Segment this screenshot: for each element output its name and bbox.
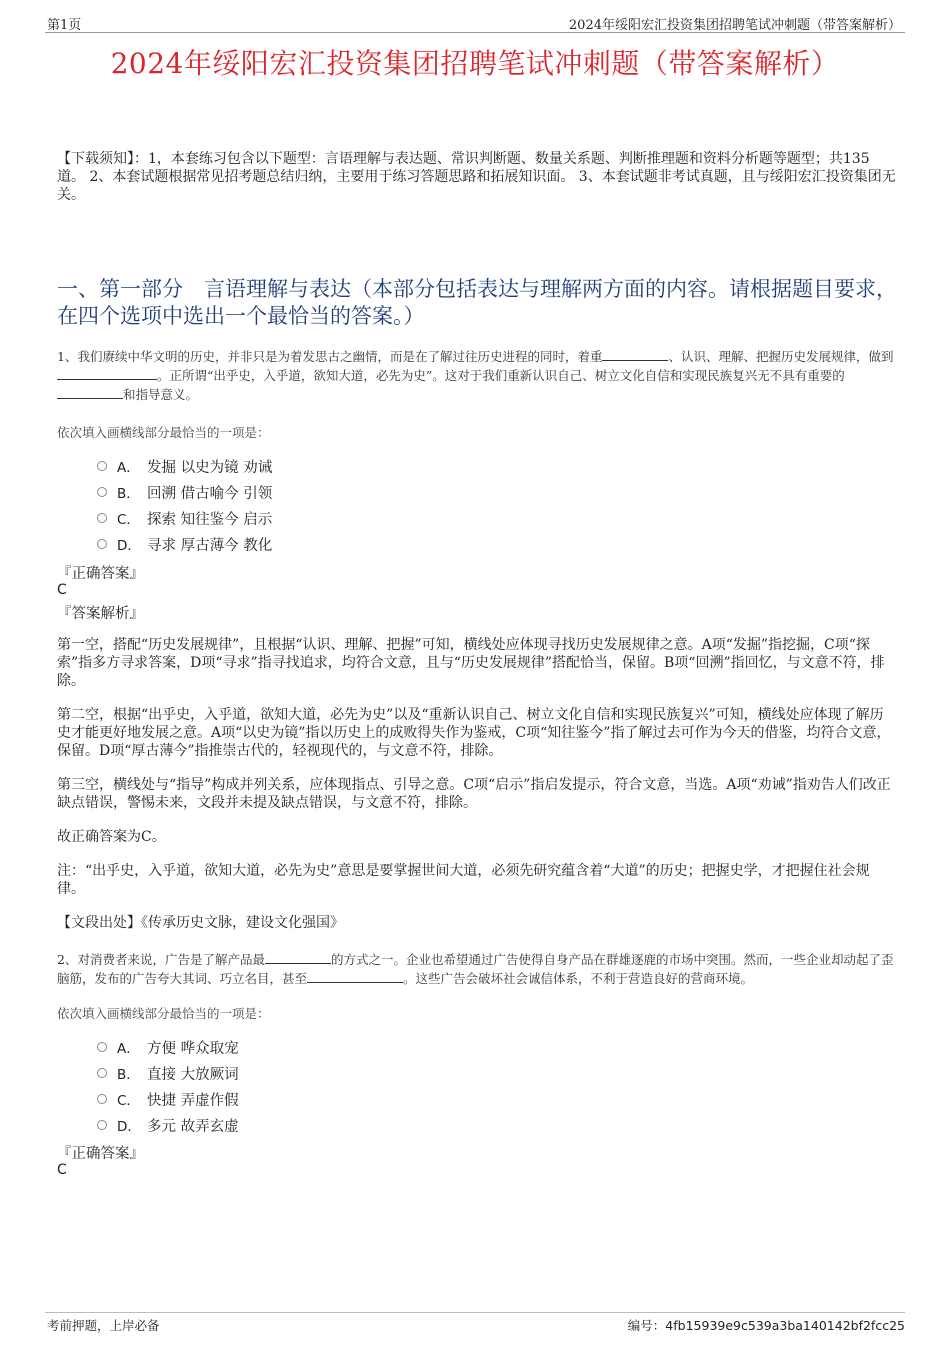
correct-answer: C (57, 582, 67, 598)
question-1-hint: 依次填入画横线部分最恰当的一项是： (57, 425, 270, 440)
analysis-label: 『答案解析』 (57, 606, 144, 622)
analysis-note: 注：“出乎史，入乎道，欲知大道，必先为史”意思是要掌握世间大道，必须先研究蕴含着“大道”的历史；把握史学，才把握住社会规律。 (57, 863, 870, 897)
radio-icon[interactable] (97, 487, 107, 497)
radio-icon[interactable] (97, 1042, 107, 1052)
header-doc-title: 2024年绥阳宏汇投资集团招聘笔试冲刺题（带答案解析） (568, 18, 901, 33)
analysis-paragraph: 第三空，横线处与“指导”构成并列关系，应体现指点、引导之意。C项“启示”指启发提示，符合文意，当选。A项“劝诫”指劝告人们改正缺点错误，警惕未来，文段并未提及缺点错误，与文意不符，排除。 (57, 777, 891, 811)
answer-blank (307, 970, 403, 983)
answer-blank (57, 367, 157, 380)
correct-answer: C (57, 1162, 67, 1178)
question-2-text: 2、对消费者来说，广告是了解产品最 的方式之一。企业也希望通过广告使得自身产品在群雄逐鹿的市场中突围。然而，一些企业却动起了歪脑筋，发布的广告夸大其词、巧立名目，甚至 。这些广告会破坏社会诚信体系，不利于营造良好的营商环境。 (57, 952, 894, 986)
radio-icon[interactable] (97, 1120, 107, 1130)
analysis-conclusion: 故正确答案为C。 (57, 829, 166, 845)
option-b[interactable]: B． 回溯 借古喻今 引领 (97, 479, 272, 505)
option-a[interactable]: A． 发掘 以史为镜 劝诫 (97, 453, 272, 479)
page-header (45, 12, 905, 33)
answer-blank (265, 951, 331, 964)
analysis-paragraph: 第二空，根据“出乎史，入乎道，欲知大道，必先为史”以及“重新认识自己、树立文化自信和实现民族复兴”可知，横线处应体现了解历史才能更好地发展之意。A项“以史为镜”指以历史上的成败得失作为鉴戒，C项“知往鉴今”指了解过去可作为今天的借鉴，均符合文意，保留。D项“厚古薄今”指推崇古代的，轻视现代的，与文意不符，排除。 (57, 707, 891, 759)
option-c[interactable]: C． 探索 知往鉴今 启示 (97, 505, 272, 531)
option-a[interactable]: A． 方便 哗众取宠 (97, 1034, 239, 1060)
radio-icon[interactable] (97, 1068, 107, 1078)
option-d[interactable]: D． 寻求 厚古薄今 教化 (97, 531, 272, 557)
answer-blank (57, 386, 123, 399)
radio-icon[interactable] (97, 513, 107, 523)
answer-label: 『正确答案』 (57, 1146, 144, 1162)
page-footer (45, 1312, 905, 1335)
radio-icon[interactable] (97, 461, 107, 471)
option-d[interactable]: D． 多元 故弄玄虚 (97, 1112, 239, 1138)
document-code: 编号：4fb15939e9c539a3ba140142bf2fcc25 (627, 1318, 905, 1333)
section-heading: 一、第一部分 言语理解与表达（本部分包括表达与理解两方面的内容。请根据题目要求，在四个选项中选出一个最恰当的答案。） (57, 277, 897, 328)
question-2-options (97, 1034, 239, 1138)
option-c[interactable]: C． 快捷 弄虚作假 (97, 1086, 239, 1112)
page-number: 第1页 (47, 18, 82, 33)
question-1-text: 1、我们赓续中华文明的历史，并非只是为着发思古之幽情，而是在了解过往历史进程的同时，着重 、认识、理解、把握历史发展规律，做到。正所谓“出乎史，入乎道，欲知大道，必先为史”。这对于我们重新认识自己、树立文化自信和实现民族复兴无不具有重要的和指导意义。 (57, 349, 894, 402)
answer-blank (602, 348, 668, 361)
radio-icon[interactable] (97, 1094, 107, 1104)
option-b[interactable]: B． 直接 大放厥词 (97, 1060, 239, 1086)
question-1-options (97, 453, 272, 557)
footer-slogan: 考前押题，上岸必备 (47, 1318, 160, 1333)
document-title: 2024年绥阳宏汇投资集团招聘笔试冲刺题（带答案解析） (110, 47, 840, 80)
source-citation: 【文段出处】《传承历史文脉，建设文化强国》 (57, 915, 344, 931)
radio-icon[interactable] (97, 539, 107, 549)
answer-label: 『正确答案』 (57, 566, 144, 582)
analysis-paragraph: 第一空，搭配“历史发展规律”，且根据“认识、理解、把握”可知，横线处应体现寻找历史发展规律之意。A项“发掘”指挖掘，C项“探索”指多方寻求答案，D项“寻求”指寻找追求，均符合文意，且与“历史发展规律”搭配恰当，保留。B项“回溯”指回忆，与文意不符，排除。 (57, 637, 885, 689)
question-2-hint: 依次填入画横线部分最恰当的一项是： (57, 1006, 270, 1021)
download-notice: 【下载须知】：1，本套练习包含以下题型：言语理解与表达题、常识判断题、数量关系题、判断推理题和资料分析题等题型；共135道。 2、本套试题根据常见招考题总结归纳，主要用于练习答题思路和拓展知识面。 3、本套试题非考试真题，且与绥阳宏汇投资集团无关。 (57, 151, 896, 203)
